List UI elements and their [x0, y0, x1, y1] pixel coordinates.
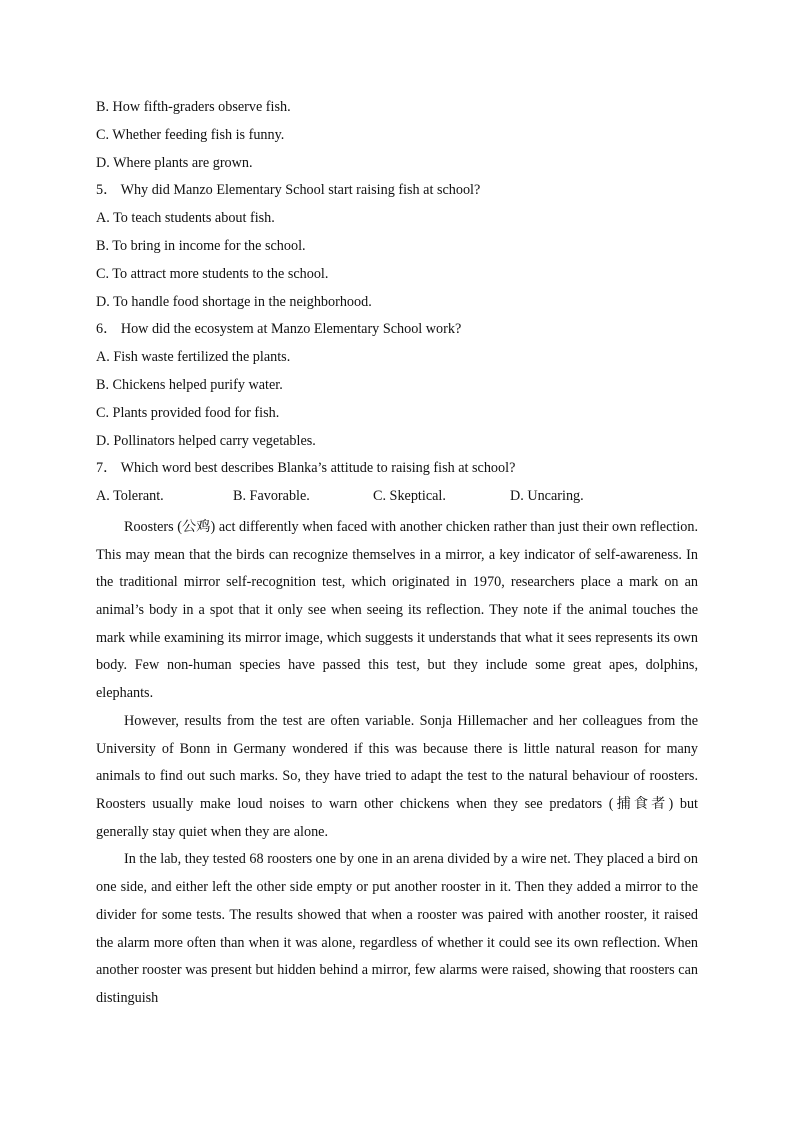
q5-option-b: B. To bring in income for the school. [96, 237, 306, 254]
q4-option-b: B. How fifth-graders observe fish. [96, 99, 291, 115]
q5-option-c: C. To attract more students to the school. [96, 265, 329, 282]
q6-option-d: D. Pollinators helped carry vegetables. [96, 432, 316, 449]
q6-option-b: B. Chickens helped purify water. [96, 376, 283, 393]
q4-option-d: D. Where plants are grown. [96, 154, 253, 171]
q7-option-b: B. Favorable. [233, 488, 310, 505]
q5-option-a: A. To teach students about fish. [96, 210, 275, 227]
q6-option-c: C. Plants provided food for fish. [96, 404, 280, 421]
q7-option-a: A. Tolerant. [96, 488, 164, 505]
q5-stem: 5． Why did Manzo Elementary School start raising fish at school? [96, 182, 481, 199]
passage-paragraph-1: Roosters (公鸡) act differently when faced with another chicken rather than just their own reflection. This may mean that the birds can recognize themselves in a mirror, a key indicator of self-awareness. In the traditional mirror self-recognition test, which originated in 1970, researchers place a mark on an animal’s body in a spot that it only see when seeing its reflection. They note if the animal touches the mark while examining its mirror image, which suggests it understands that what it sees represents its own body. Few non-human species have passed this test, but they include some great apes, dolphins, elephants. [96, 518, 698, 702]
q5-option-d: D. To handle food shortage in the neighborhood. [96, 293, 372, 310]
q7-options [96, 483, 698, 511]
q7-option-d: D. Uncaring. [510, 488, 584, 505]
q6-option-a: A. Fish waste fertilized the plants. [96, 349, 291, 366]
passage-paragraph-3: In the lab, they tested 68 roosters one by one in an arena divided by a wire net. They placed a bird on one side, and either left the other side empty or put another rooster in it. Then they added a mirror to the divider for some tests. The results showed that when a rooster was paired with another rooster, it raised the alarm more often than when it was alone, regardless of whether it could see its own reflection. When another rooster was present but hidden behind a mirror, few alarms were raised, showing that roosters can distinguish [96, 851, 698, 1006]
q6-stem: 6． How did the ecosystem at Manzo Elementary School work? [96, 321, 462, 338]
q7-stem: 7． Which word best describes Blanka’s attitude to raising fish at school? [96, 460, 516, 477]
q7-option-c: C. Skeptical. [373, 488, 446, 505]
document-page [96, 94, 698, 1013]
q4-option-c: C. Whether feeding fish is funny. [96, 126, 285, 143]
passage-paragraph-2: However, results from the test are often variable. Sonja Hillemacher and her colleagues from the University of Bonn in Germany wondered if this was because there is little natural reason for many animals to find out such marks. So, they have tried to adapt the test to the natural behaviour of roosters. Roosters usually make loud noises to warn other chickens when they see predators (捕食者) but generally stay quiet when they are alone. [96, 712, 698, 840]
